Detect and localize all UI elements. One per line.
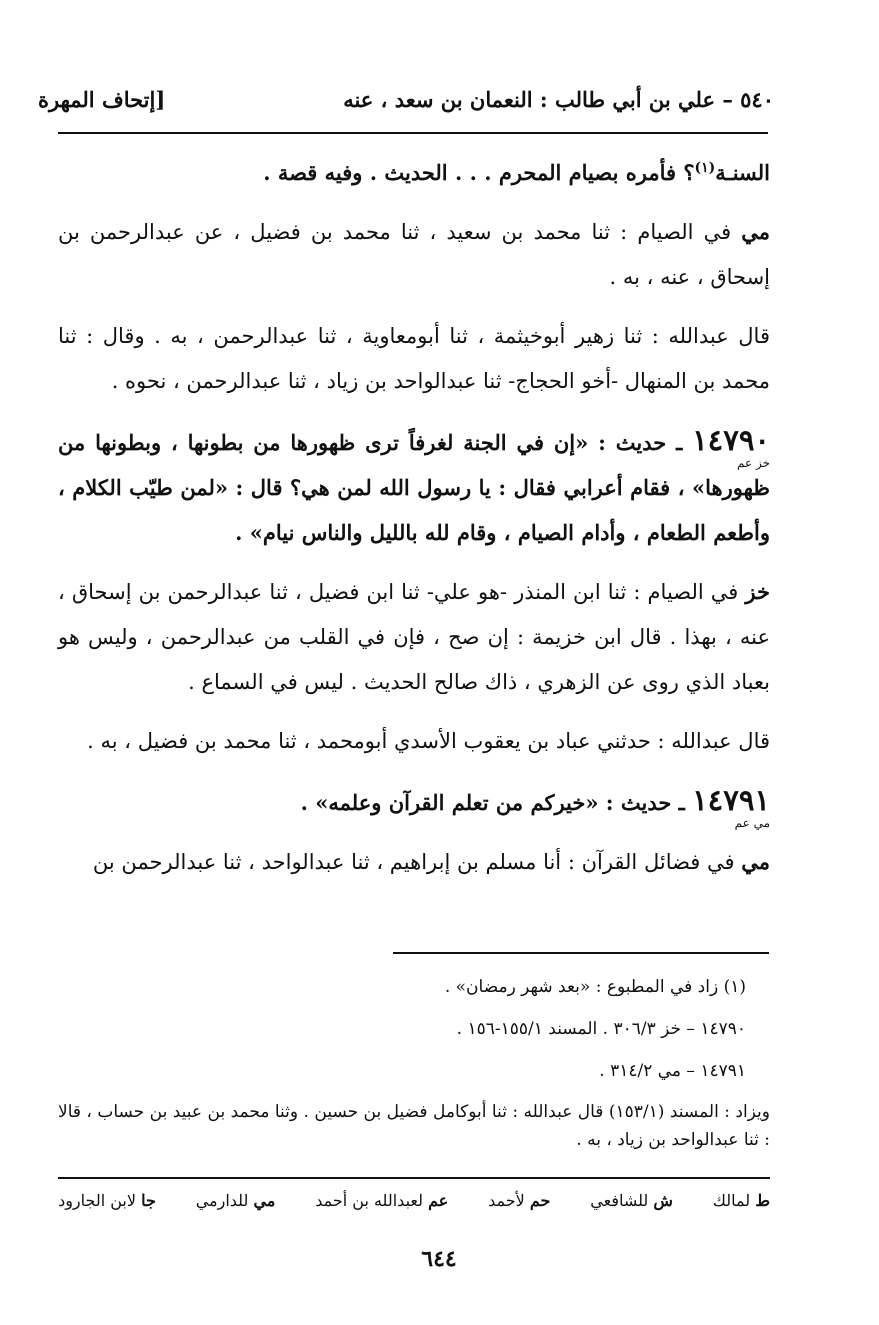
abbreviation-name: لابن الجارود: [58, 1191, 137, 1210]
abbreviation-item: [590, 1191, 673, 1210]
hadith-label: ـ حديث :: [588, 430, 693, 455]
source-code: مي: [741, 219, 770, 244]
abbreviations-rule: [58, 1177, 770, 1179]
hadith-entry: [58, 778, 770, 830]
main-text: [58, 150, 770, 899]
abbreviation-name: للدارمي: [195, 1191, 249, 1210]
paragraph: [58, 209, 770, 300]
abbreviation-item: [58, 1191, 156, 1210]
abbreviation-code: مي: [253, 1191, 276, 1210]
abbreviation-item: [196, 1191, 276, 1210]
text-span: السنـة: [715, 160, 770, 185]
source-code: خز: [745, 579, 770, 604]
source-tags: مي عم: [734, 816, 770, 830]
abbreviation-name: لعبدالله بن أحمد: [315, 1191, 423, 1210]
hadith-entry: [58, 418, 770, 555]
footnote: ١٤٧٩١ – مي ٣١٤/٢ .: [599, 1061, 746, 1081]
hadith-text: «خيركم من تعلم القرآن وعلمه» .: [300, 790, 599, 815]
paragraph: [58, 150, 770, 195]
abbreviation-name: لمالك: [712, 1191, 751, 1210]
abbreviation-code: جا: [141, 1191, 156, 1210]
running-header-book: [إتحاف المهرة: [38, 87, 166, 112]
source-tags: خز عم: [737, 456, 770, 470]
hadith-label: ـ حديث :: [598, 790, 693, 815]
text-span: قال عبدالله : ثنا زهير أبوخيثمة ، ثنا أبومعاوية ، ثنا عبدالرحمن ، به . وقال : ثنا محمد بن المنهال -أخو الحجاج- ثنا عبدالواحد بن زياد ، ثنا عبدالرحمن ، نحوه .: [58, 324, 770, 393]
text-span: قال عبدالله : حدثني عباد بن يعقوب الأسدي أبومحمد ، ثنا محمد بن فضيل ، به .: [87, 729, 770, 753]
footnote: (١) زاد في المطبوع : «بعد شهر رمضان» .: [444, 977, 746, 997]
paragraph: [58, 839, 770, 885]
paragraph: [58, 314, 770, 404]
abbreviation-item: [488, 1191, 550, 1210]
source-code: مي: [741, 849, 770, 874]
text-span: في فضائل القرآن : أنا مسلم بن إبراهيم ، ثنا عبدالواحد ، ثنا عبدالرحمن بن: [92, 850, 742, 874]
abbreviations-key: [58, 1191, 770, 1210]
text-span: في الصيام : ثنا محمد بن سعيد ، ثنا محمد بن فضيل ، عن عبدالرحمن بن إسحاق ، عنه ، به .: [58, 220, 770, 289]
abbreviation-item: [713, 1191, 770, 1210]
header-rule: [58, 132, 768, 134]
hadith-number: [692, 423, 770, 470]
paragraph: [58, 569, 770, 705]
running-header-title: ٥٤٠ – علي بن أبي طالب : النعمان بن سعد ، عنه: [343, 87, 774, 112]
footnote-separator: [393, 952, 769, 954]
abbreviation-name: للشافعي: [590, 1191, 649, 1210]
abbreviation-item: [315, 1191, 448, 1210]
hadith-number-text: ١٤٧٩١: [692, 783, 770, 817]
page-number: ٦٤٤: [421, 1246, 457, 1272]
hadith-number-text: ١٤٧٩٠: [692, 423, 770, 457]
text-span: في الصيام : ثنا ابن المنذر -هو علي- ثنا ابن فضيل ، ثنا عبدالرحمن بن إسحاق ، عنه ، بهذا . قال ابن خزيمة : إن صح ، فإن في القلب من عبدالرحمن ، وليس هو بعباد الذي روى عن الزهري ، ذاك صالح الحديث . ليس في السماع .: [58, 580, 770, 694]
paragraph: [58, 719, 770, 764]
abbreviation-name: لأحمد: [488, 1191, 525, 1210]
footnote: ١٤٧٩٠ – خز ٣٠٦/٣ . المسند ١٥٥/١-١٥٦ .: [456, 1019, 746, 1039]
text-span: ؟ فأمره بصيام المحرم . . . الحديث . وفيه قصة .: [263, 160, 695, 185]
abbreviation-code: ش: [653, 1191, 673, 1210]
abbreviation-code: ط: [755, 1191, 770, 1210]
footnote-ref: (١): [694, 160, 716, 176]
hadith-number: [692, 783, 770, 830]
abbreviation-code: حم: [529, 1191, 551, 1210]
hadith-text: «إن في الجنة لغرفاً ترى ظهورها من بطونها ، وبطونها من ظهورها» ، فقام أعرابي فقال : يا رسول الله لمن هي؟ قال : «لمن طيّب الكلام ، وأطعم الطعام ، وأدام الصيام ، وقام لله بالليل والناس نيام» .: [58, 430, 770, 545]
footnote: ويزاد : المسند (١٥٣/١) قال عبدالله : ثنا أبوكامل فضيل بن حسين . وثنا محمد بن عبيد بن حساب ، قالا : ثنا عبدالواحد بن زياد ، به .: [58, 1102, 770, 1150]
abbreviation-code: عم: [428, 1191, 449, 1210]
footnotes: [58, 972, 770, 1165]
